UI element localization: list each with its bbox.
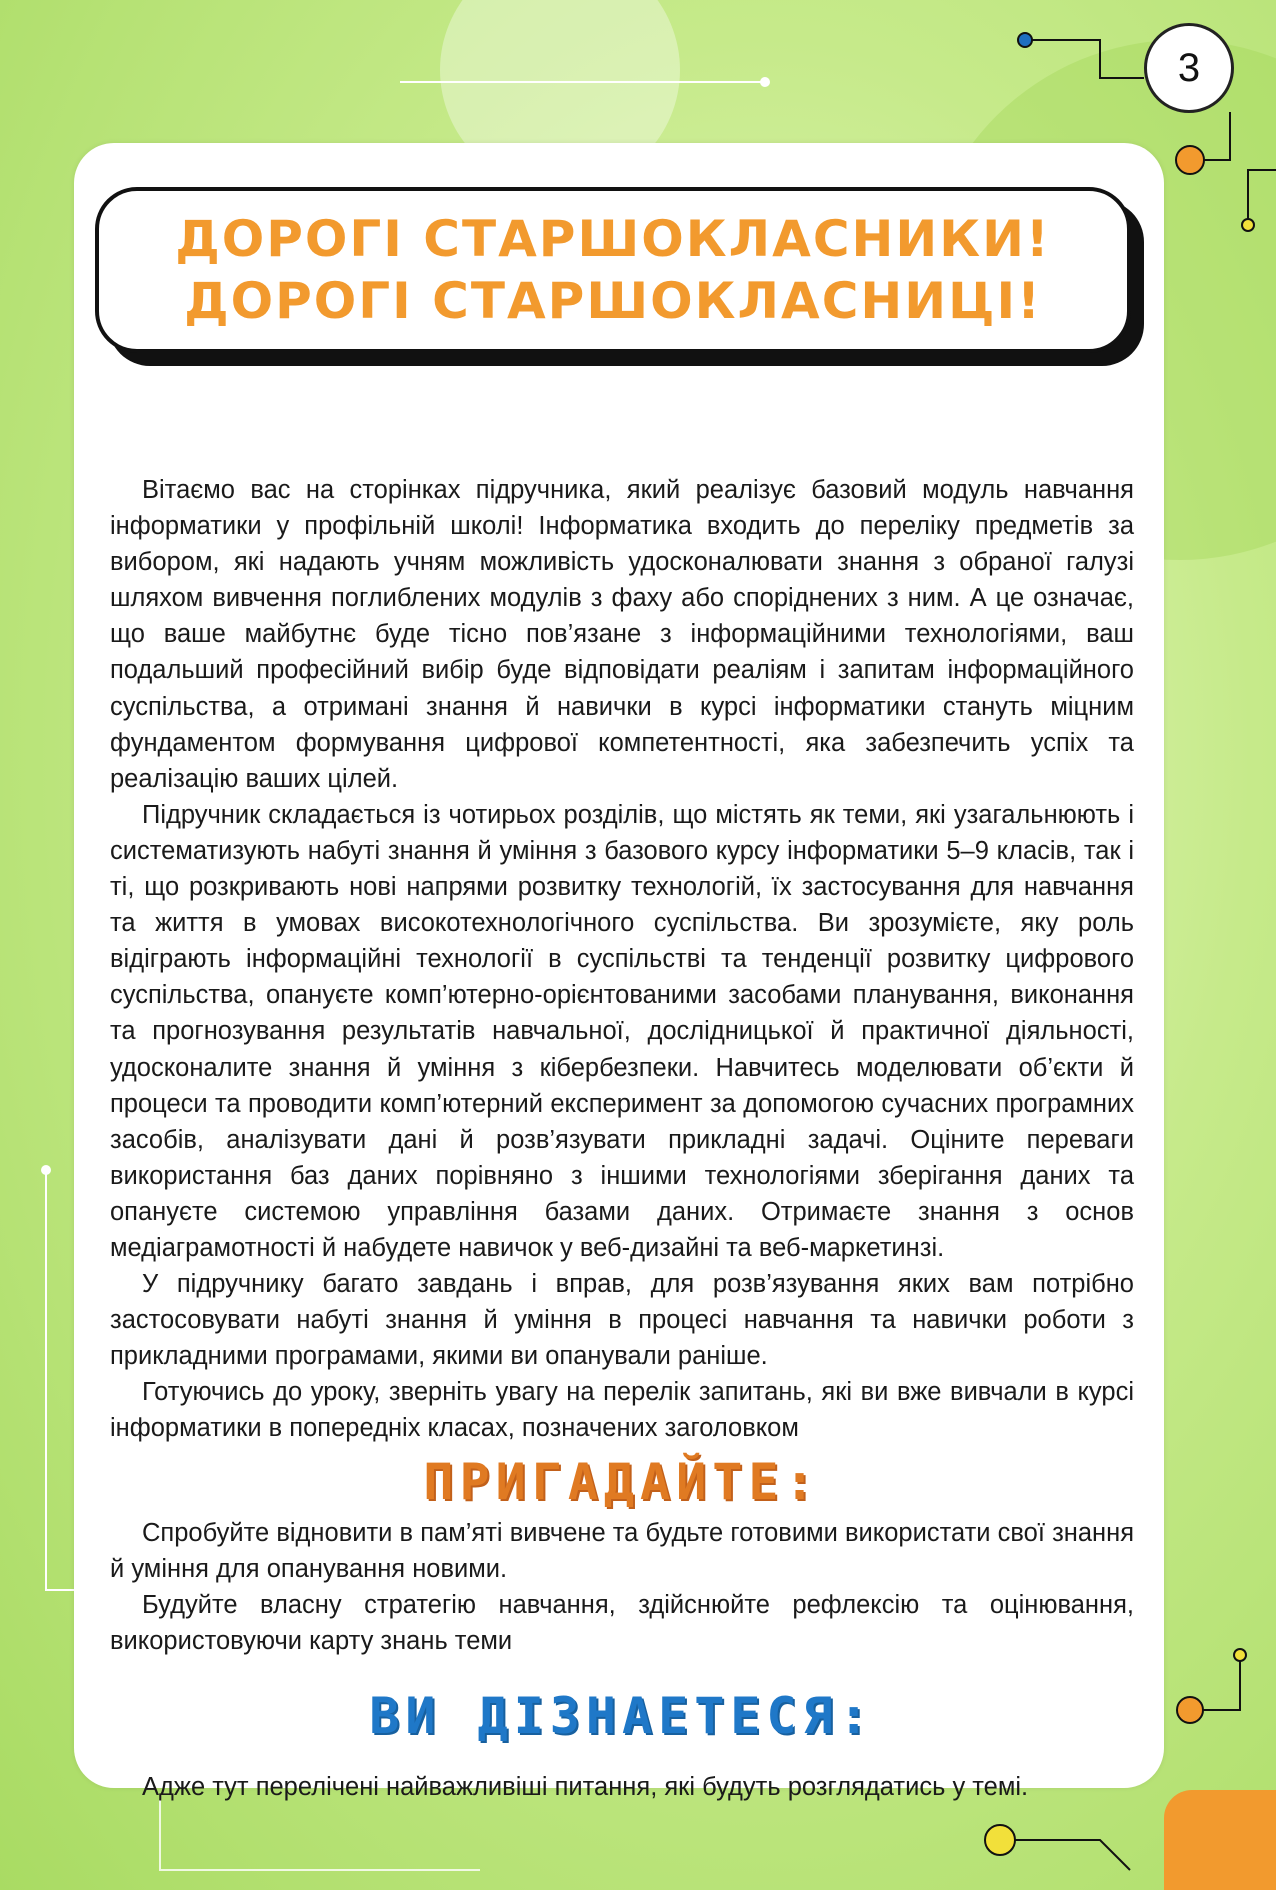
title-line-1: ДОРОГІ СТАРШОКЛАСНИКИ! [175, 210, 1051, 268]
title-line-2: ДОРОГІ СТАРШОКЛАСНИЦІ! [184, 272, 1042, 330]
paragraph-exercises: У підручнику багато завдань і вправ, для розв’язування яких вам потрібно застосовувати набуті знання й уміння в процесі навчання та навички роботи з прикладними програмами, якими ви опанували раніше. [110, 1270, 1134, 1371]
paragraph-recall-tip: Спробуйте відновити в пам’яті вивчене та будьте готовими використати свої знання й уміння для опанування новими. [110, 1518, 1134, 1583]
recall-heading: ПРИГАДАЙТЕ: [110, 1451, 1134, 1513]
paragraph-strategy: Будуйте власну стратегію навчання, здійснюйте рефлексію та оцінювання, використовуючи карту знань теми [110, 1590, 1134, 1655]
body-text [110, 472, 1134, 1805]
paragraph-structure: Підручник складається із чотирьох розділів, що містять як теми, які узагальнюють і систематизують набуті знання й уміння з базового курсу інформатики 5–9 класів, так і ті, що розкривають нові напрями розвитку технологій, їх застосування для навчання та життя в умовах високотехнологічного суспільства. Ви зрозумієте, яку роль відіграють інформаційні технології в суспільстві та тенденції розвитку цифрового суспільства, опануєте комп’ютерно-орієнтованими засобами планування, виконання та прогнозування результатів навчальної, дослідницької й практичної діяльності, удосконалите знання й уміння з кібербезпеки. Навчитесь моделювати об’єкти й процеси та проводити комп’ютерний експеримент за допомогою сучасних програмних засобів, аналізувати дані й розв’язувати прикладні задачі. Оціните переваги використання баз даних порівняно з іншими технологіями зберігання даних та опануєте системою управління базами даних. Отримаєте знання з основ медіаграмотності й набудете навичок у веб-дизайні та веб-маркетинзі. [110, 800, 1134, 1262]
paragraph-learn-tip: Адже тут перелічені найважливіші питання, які будуть розглядатись у темі. [142, 1772, 1029, 1801]
learn-heading: ВИ ДІЗНАЕТЕСЯ: [369, 1686, 875, 1745]
title-box [95, 187, 1131, 353]
page-number: 3 [1144, 23, 1234, 113]
paragraph-intro: Вітаємо вас на сторінках підручника, який реалізує базовий модуль навчання інформатики у профільній школі! Інформатика входить до переліку предметів за вибором, які надають учням можливість удосконалювати знання з обраної галузі шляхом вивчення поглиблених модулів з фаху або споріднених з ним. А це означає, що ваше майбутнє буде тісно пов’язане з інформаційними технологіями, ваш подальший професійний вибір буде відповідати реаліям і запитам інформаційного суспільства, а отримані знання й навички в курсі інформатики стануть міцним фундаментом формування цифрової компетентності, яка забезпечить успіх та реалізацію ваших цілей. [110, 476, 1134, 793]
corner-tab [1164, 1790, 1276, 1890]
paragraph-recall-intro: Готуючись до уроку, зверніть увагу на перелік запитань, які ви вже вивчали в курсі інформатики в попередніх класах, позначених заголовком [110, 1378, 1134, 1443]
